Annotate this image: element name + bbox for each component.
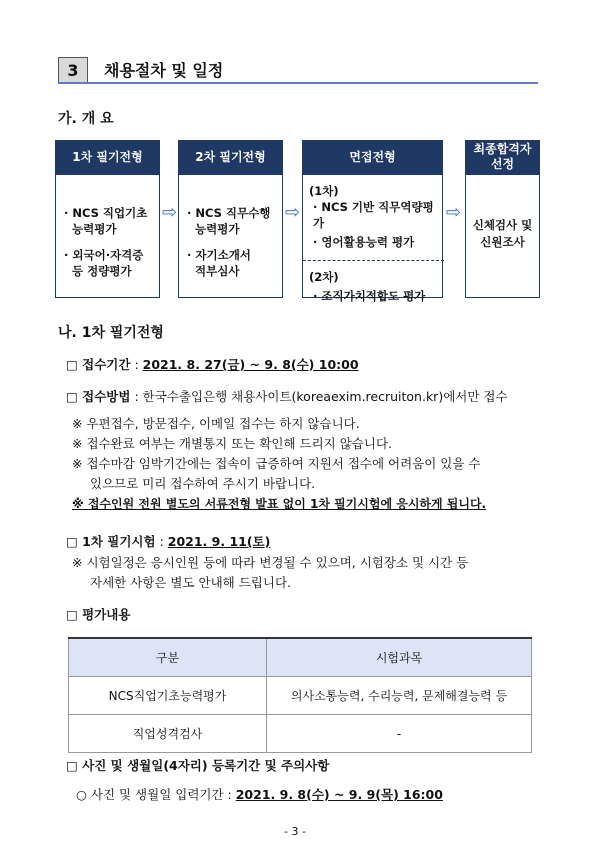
exam-date: □ 1차 필기시험 : 2021. 9. 11(토) [66, 534, 271, 549]
note-line: 있으므로 미리 접수하여 주시기 바랍니다. [90, 476, 316, 491]
table-cell: 의사소통능력, 수리능력, 문제해결능력 등 [267, 677, 532, 715]
arrow-right-icon: ⇨ [446, 202, 462, 223]
flow-step-2-item: 적부심사 [187, 264, 240, 278]
interview-round2-title: (2차) [309, 270, 339, 284]
flow-step-1-body [55, 174, 160, 298]
flow-step-1-item: · 외국어·자격증 [64, 248, 144, 262]
flow-step-1-head: 1차 필기전형 [55, 140, 160, 174]
note-line: ※ 접수완료 여부는 개별통지 또는 확인해 드리지 않습니다. [72, 436, 392, 451]
flow-step-3-head: 면접전형 [302, 140, 443, 174]
note-line: ※ 접수마감 임박기간에는 접속이 급증하여 지원서 접수에 어려움이 있을 수 [72, 456, 481, 471]
page-number: - 3 - [284, 825, 306, 838]
flow-step-2-body [178, 174, 283, 298]
exam-value: 2021. 9. 11(토) [167, 534, 271, 549]
section-underline [58, 82, 538, 84]
flow-step-4-head: 최종합격자 선정 [465, 140, 540, 174]
table-row [69, 677, 532, 715]
table-header-row [69, 638, 532, 677]
flow-step-2-item: · 자기소개서 [187, 248, 251, 262]
apply-method-label: □ 접수방법 [66, 389, 131, 404]
first-written-heading: 나. 1차 필기전형 [58, 325, 164, 341]
process-flow [55, 140, 540, 303]
interview-round1-item: · NCS 기반 직무역량평가 [313, 200, 434, 230]
interview-round2-item: · 조직가치적합도 평가 [313, 289, 426, 303]
table-header: 시험과목 [267, 638, 532, 677]
photo-label: □ 사진 및 생월일(4자리) 등록기간 및 주의사항 [66, 758, 330, 773]
section-number: 3 [58, 57, 88, 83]
table-row [69, 715, 532, 753]
flow-step-2-head: 2차 필기전형 [178, 140, 283, 174]
flow-step-1-item: · NCS 직업기초 [64, 206, 148, 220]
flow-step-4-body [465, 174, 540, 298]
apply-method: □ 접수방법 : 한국수출입은행 채용사이트(koreaexim.recruiton.kr)에서만 접수 [66, 389, 508, 404]
table-cell: 직업성격검사 [69, 715, 267, 753]
photo-period-value: 2021. 9. 8(수) ~ 9. 9(목) 16:00 [235, 787, 443, 802]
photo-period [76, 786, 443, 803]
interview-round1-item: · 영어활용능력 평가 [313, 235, 415, 249]
note-bold: ※ 접수인원 전원 별도의 서류전형 발표 없이 1차 필기시험에 응시하게 됩니다. [72, 497, 487, 511]
flow-step-2-item: 능력평가 [187, 222, 240, 236]
apply-method-value: 한국수출입은행 채용사이트(koreaexim.recruiton.kr)에서만 접수 [142, 389, 508, 404]
exam-label: □ 1차 필기시험 [66, 534, 156, 549]
arrow-right-icon: ⇨ [162, 202, 178, 223]
apply-period-label: □ 접수기간 [66, 357, 131, 372]
section-title: 채용절차 및 일정 [104, 61, 224, 80]
flow-step-1-item: 능력평가 [64, 222, 117, 236]
note-line: ※ 우편접수, 방문접수, 이메일 접수는 하지 않습니다. [72, 416, 360, 431]
table-cell: - [267, 715, 532, 753]
photo-period-label: ○ 사진 및 생월일 입력기간 : [76, 787, 232, 802]
note-line: ※ 시험일정은 응시인원 등에 따라 변경될 수 있으며, 시험장소 및 시간 등 [72, 555, 469, 570]
flow-step-2-item: · NCS 직무수행 [187, 206, 271, 220]
overview-heading: 가. 개 요 [58, 111, 114, 127]
flow-step-4-item: 신원조사 [480, 235, 525, 249]
apply-period-value: 2021. 8. 27(금) ~ 9. 8(수) 10:00 [142, 357, 359, 372]
exam-notes [72, 553, 542, 593]
flow-step-3-body [302, 174, 443, 303]
table-header: 구분 [69, 638, 267, 677]
eval-label: □ 평가내용 [66, 607, 131, 622]
flow-step-1-item: 등 정량평가 [64, 264, 132, 278]
interview-round1-title: (1차) [309, 184, 339, 198]
apply-period: □ 접수기간 : 2021. 8. 27(금) ~ 9. 8(수) 10:00 [66, 357, 359, 372]
note-line: 자세한 사항은 별도 안내해 드립니다. [90, 575, 291, 590]
eval-table [68, 637, 532, 753]
table-cell: NCS직업기초능력평가 [69, 677, 267, 715]
apply-notes [72, 414, 542, 514]
flow-step-4-item: 신체검사 및 [472, 218, 533, 232]
arrow-right-icon: ⇨ [285, 202, 301, 223]
